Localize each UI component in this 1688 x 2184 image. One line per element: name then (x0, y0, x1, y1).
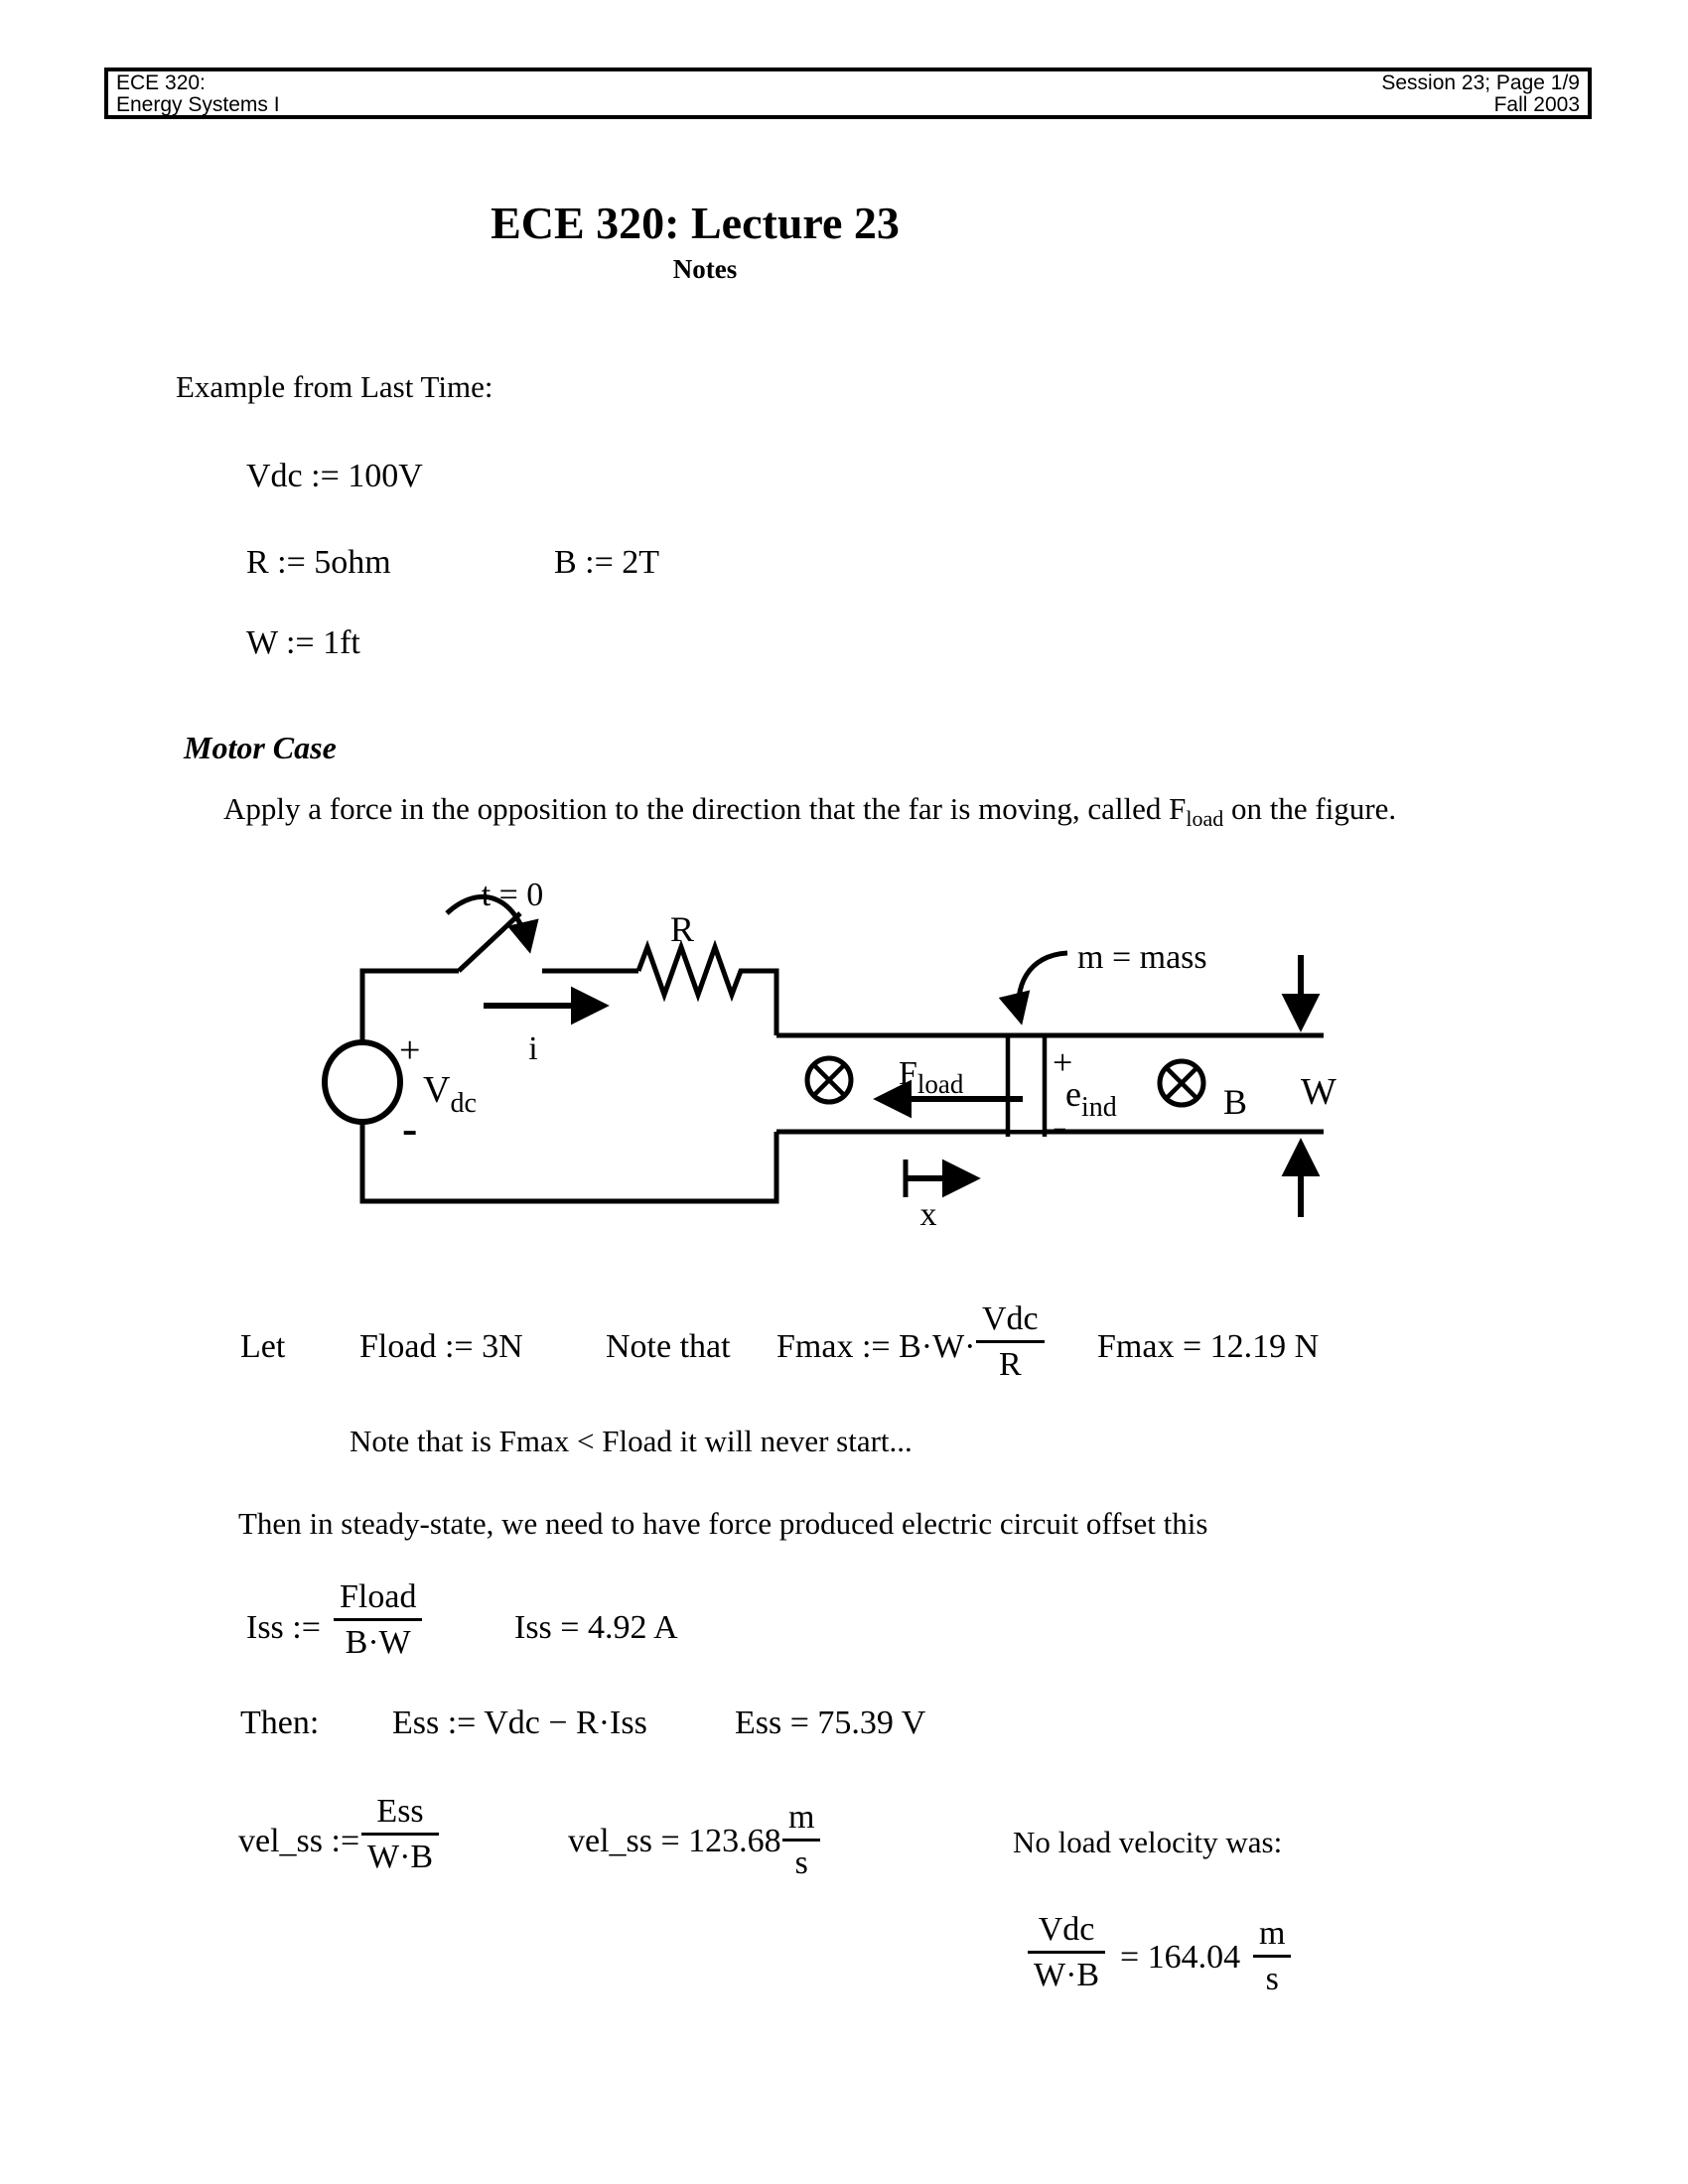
no-load-velocity-label: No load velocity was: (1013, 1825, 1283, 1859)
fmax-fraction (976, 1300, 1045, 1384)
noload-fraction-numerator: Vdc (1038, 1911, 1095, 1948)
term: Fall 2003 (1493, 93, 1580, 116)
load-force-subscript: load (916, 1069, 964, 1099)
eq-ess-definition: Ess := Vdc − R·Iss (392, 1705, 647, 1741)
noload-fraction-denominator: W·B (1028, 1951, 1105, 1993)
header-course-info (116, 72, 280, 114)
motor-sentence-post: on the figure. (1223, 791, 1397, 826)
velss-unit-numerator: m (788, 1799, 815, 1836)
load-force-main: F (899, 1055, 917, 1092)
source-voltage-label (423, 1069, 477, 1119)
source-plus-sign: + (399, 1029, 421, 1071)
iss-fraction (334, 1578, 422, 1662)
load-force-label (899, 1055, 964, 1099)
circuit-diagram (228, 854, 1350, 1251)
source-minus-sign: - (402, 1103, 418, 1154)
motor-sentence-subscript: load (1186, 806, 1224, 831)
note-that-word: Note that (606, 1328, 731, 1365)
sliding-bar-fill (1010, 1038, 1043, 1130)
velss-unit-denominator: s (782, 1839, 820, 1881)
fmax-fraction-denominator: R (976, 1340, 1045, 1383)
velss-unit-fraction (782, 1799, 820, 1882)
wire-return-bottom (362, 1121, 776, 1201)
noload-unit-denominator: s (1253, 1955, 1291, 1997)
rail-width-label: W (1301, 1071, 1336, 1113)
eq-vdc-definition: Vdc := 100V (246, 458, 423, 494)
motor-case-heading: Motor Case (184, 730, 337, 765)
emf-minus-sign: - (1053, 1102, 1067, 1151)
motor-case-sentence (223, 791, 1397, 831)
current-label: i (528, 1030, 538, 1067)
eq-fmax-lhs: Fmax := B·W· (776, 1328, 976, 1365)
eq-w-definition: W := 1ft (246, 624, 360, 661)
page-title: ECE 320: Lecture 23 (491, 198, 900, 248)
source-voltage-subscript: dc (450, 1088, 477, 1119)
resistor-zigzag (638, 947, 776, 1035)
example-heading: Example from Last Time: (176, 369, 493, 404)
velss-result: vel_ss = 123.68 (568, 1823, 781, 1859)
session-page: Session 23; Page 1/9 (1381, 71, 1580, 94)
voltage-source (325, 1042, 400, 1122)
velss-fraction-numerator: Ess (376, 1793, 424, 1830)
then-word: Then: (240, 1705, 320, 1741)
eq-r-definition: R := 5ohm (246, 544, 391, 581)
flux-into-page-icon-left (807, 1058, 851, 1102)
field-label: B (1223, 1082, 1248, 1122)
ess-result: Ess = 75.39 V (735, 1705, 926, 1741)
page-header-box (104, 68, 1592, 119)
course-code: ECE 320: (116, 71, 206, 94)
fmax-fraction-numerator: Vdc (982, 1300, 1039, 1337)
let-word: Let (240, 1328, 286, 1365)
switch-time-label: t = 0 (481, 877, 544, 913)
noload-unit-numerator: m (1259, 1915, 1286, 1952)
position-label: x (919, 1196, 937, 1233)
iss-result: Iss = 4.92 A (514, 1609, 678, 1646)
switch-blade (459, 913, 520, 971)
noload-fraction (1028, 1911, 1105, 1994)
course-name: Energy Systems I (116, 93, 280, 116)
emf-subscript: ind (1080, 1092, 1117, 1123)
steady-state-note: Then in steady-state, we need to have force produced electric circuit offset this (238, 1506, 1208, 1541)
source-voltage-main: V (423, 1069, 451, 1111)
iss-fraction-numerator: Fload (340, 1578, 417, 1615)
never-start-note: Note that is Fmax < Fload it will never start... (350, 1424, 913, 1458)
eq-b-definition: B := 2T (554, 544, 660, 581)
mass-label: m = mass (1077, 939, 1207, 976)
noload-result: = 164.04 (1120, 1939, 1241, 1976)
motor-sentence-pre: Apply a force in the opposition to the direction that the far is moving, called F (223, 791, 1187, 826)
resistor-label: R (669, 909, 695, 949)
noload-unit-fraction (1253, 1915, 1291, 1998)
fmax-result: Fmax = 12.19 N (1097, 1328, 1320, 1365)
emf-plus-sign: + (1053, 1042, 1073, 1082)
velss-fraction (361, 1793, 439, 1876)
page-subtitle: Notes (672, 254, 738, 284)
flux-into-page-icon-right (1160, 1061, 1203, 1105)
header-session-info (1381, 72, 1580, 114)
emf-main: e (1065, 1074, 1081, 1114)
velss-fraction-denominator: W·B (361, 1833, 439, 1875)
mass-pointer-arrow (1019, 953, 1067, 1021)
eq-fload-definition: Fload := 3N (359, 1328, 523, 1365)
iss-fraction-denominator: B·W (334, 1618, 422, 1661)
eq-iss-lhs: Iss := (246, 1609, 321, 1646)
eq-velss-lhs: vel_ss := (238, 1823, 360, 1859)
emf-label (1065, 1074, 1117, 1123)
